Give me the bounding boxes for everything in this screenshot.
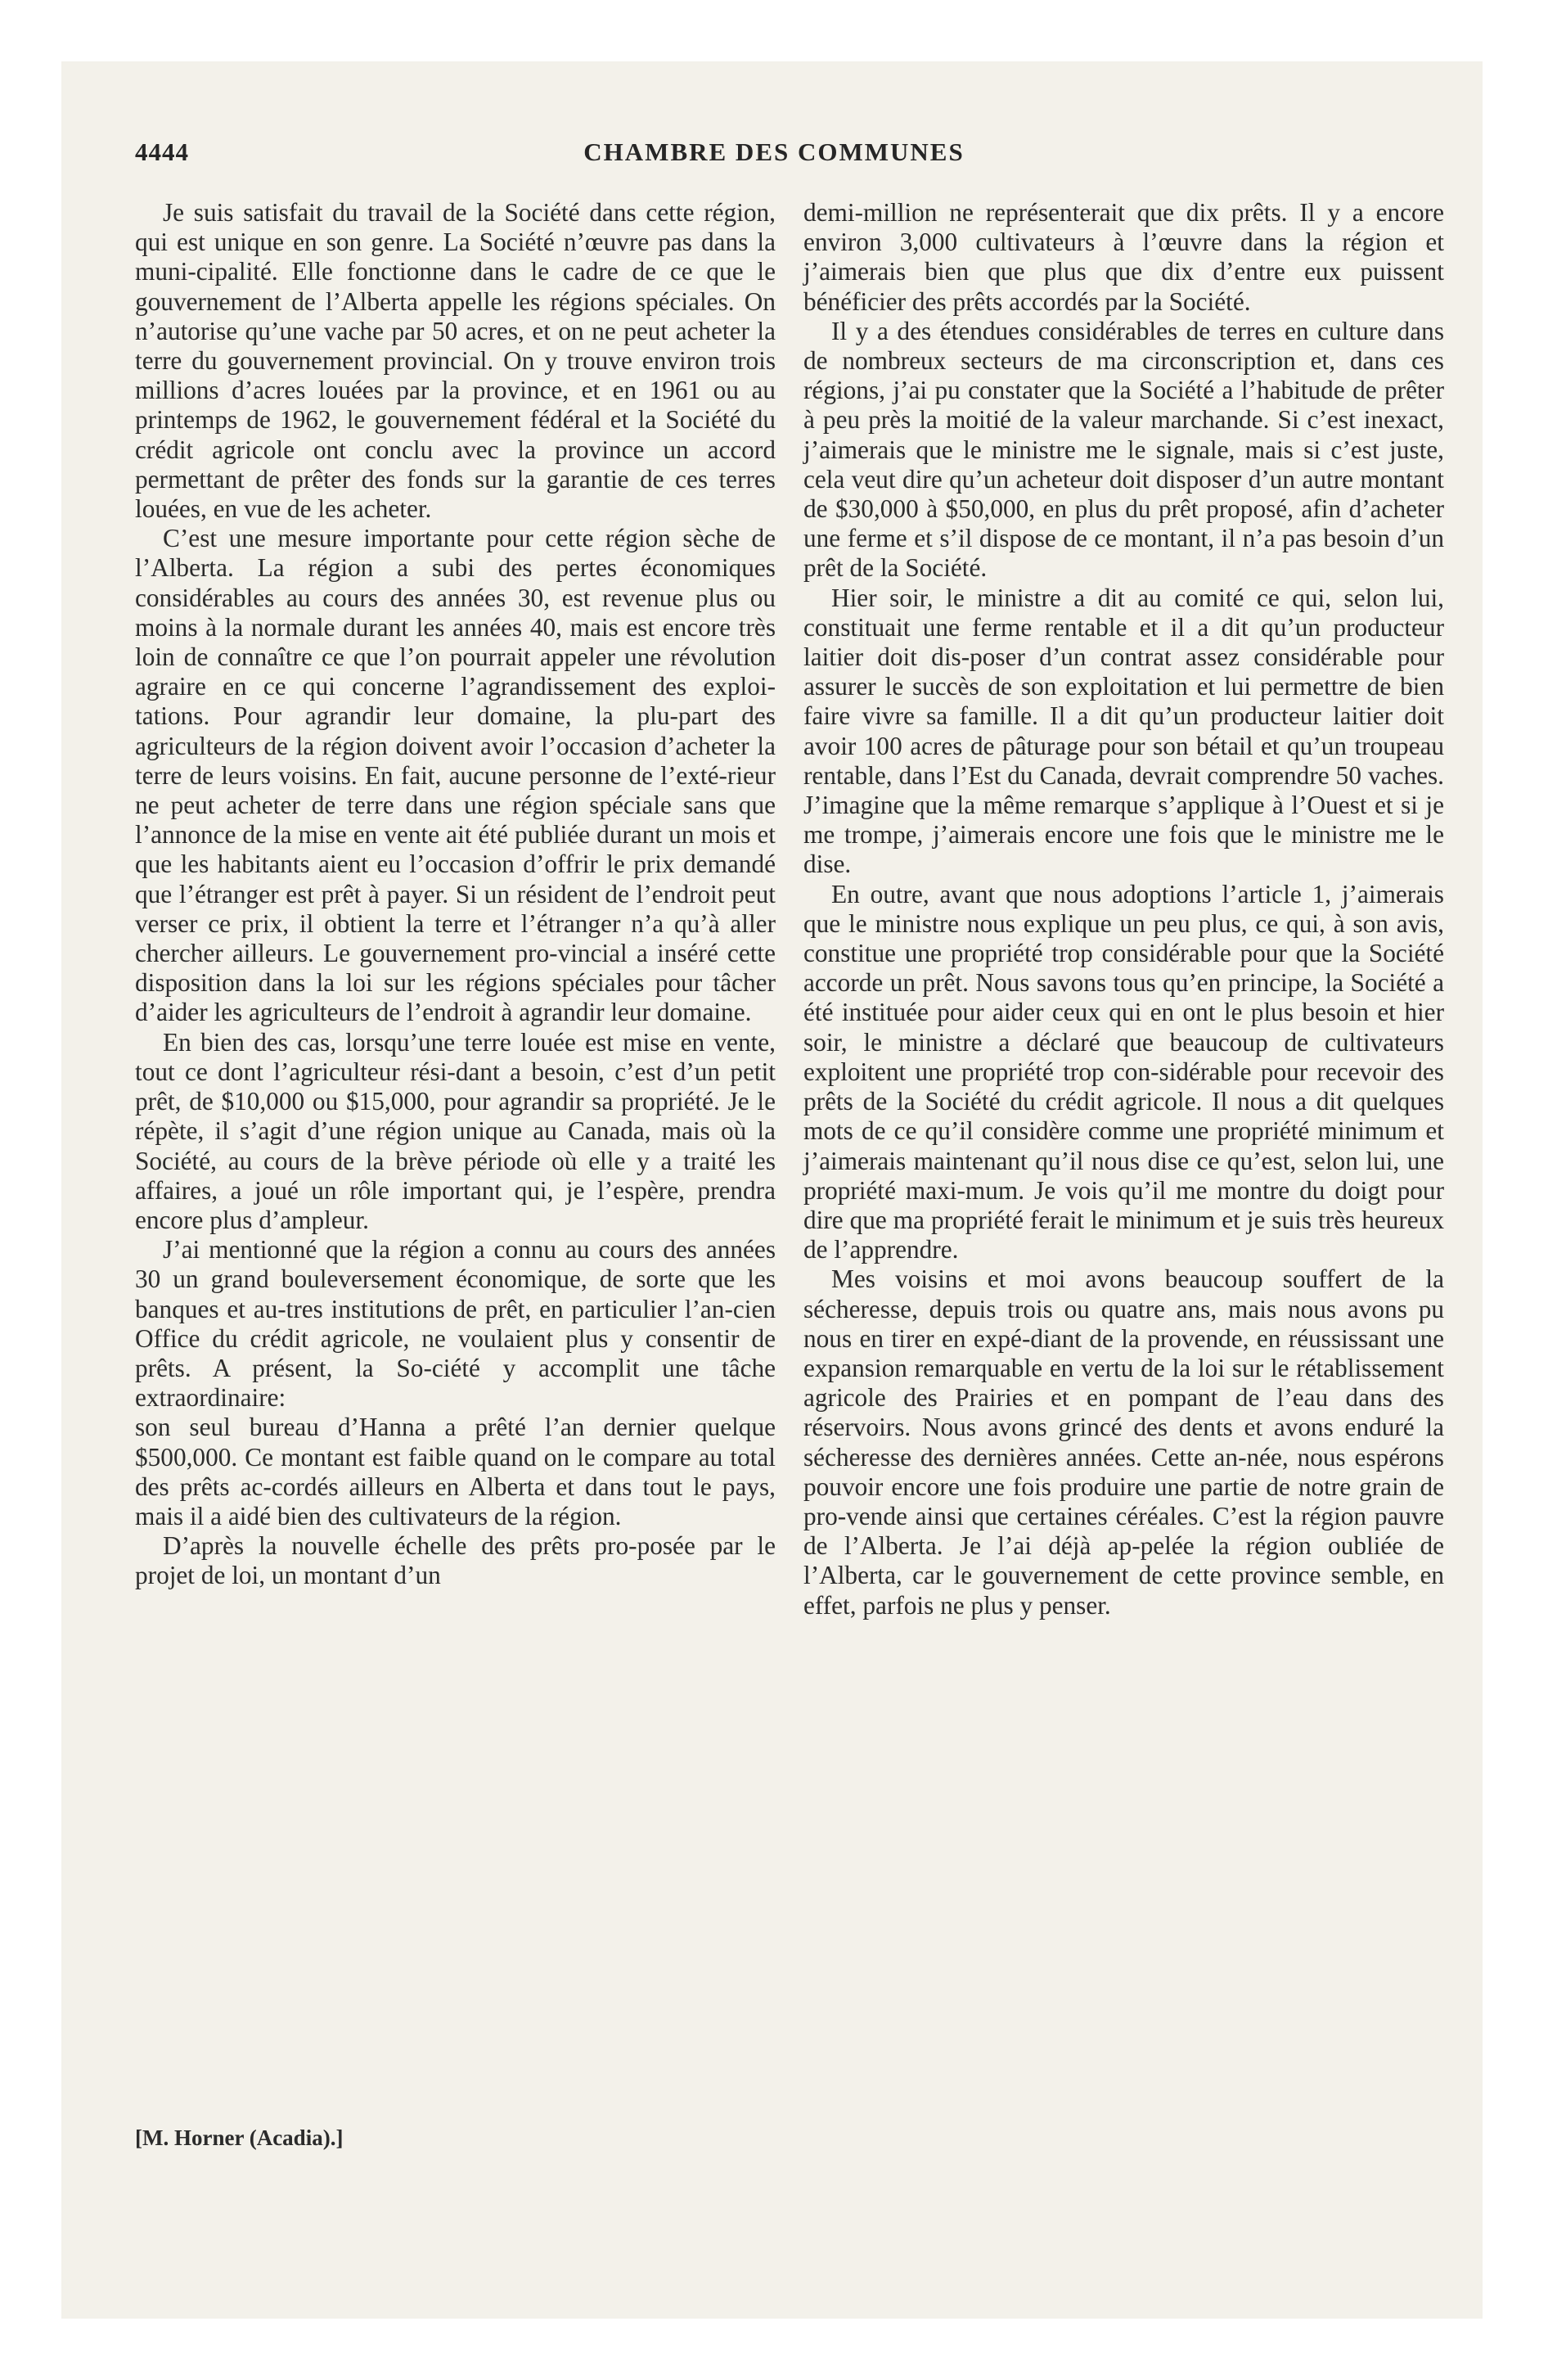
right-column	[803, 198, 1444, 1620]
left-column	[135, 198, 776, 1591]
left-paragraph-1: Je suis satisfait du travail de la Société dans cette région, qui est unique en son genre. La Société n’œuvre pas dans la muni-cipalité. Elle fonctionne dans le cadre de ce que le gouvernement de l’Alberta appelle les régions spéciales. On n’autorise qu’une vache par 50 acres, et on ne peut acheter la terre du gouvernement provincial. On y trouve environ trois millions d’acres louées par la province, et en 1961 ou au printemps de 1962, le gouvernement fédéral et la Société du crédit agricole ont conclu avec la province un accord permettant de prêter des fonds sur la garantie de ces terres louées, en vue de les acheter.	[135, 198, 776, 524]
right-paragraph-2: Il y a des étendues considérables de terres en culture dans de nombreux secteurs de ma circonscription et, dans ces régions, j’ai pu constater que la Société a l’habitude de prêter à peu près la moitié de la valeur marchande. Si c’est inexact, j’aimerais que le ministre me le signale, mais si c’est juste, cela veut dire qu’un acheteur doit disposer d’un autre montant de $30,000 à $50,000, en plus du prêt proposé, afin d’acheter une ferme et s’il dispose de ce montant, il n’a pas besoin d’un prêt de la Société.	[803, 316, 1444, 583]
left-paragraph-5: son seul bureau d’Hanna a prêté l’an dernier quelque $500,000. Ce montant est faible quand on le compare au total des prêts ac-cordés ailleurs en Alberta et dans tout le pays, mais il a aidé bien des cultivateurs de la région.	[135, 1413, 776, 1530]
left-paragraph-2: C’est une mesure importante pour cette région sèche de l’Alberta. La région a subi des pertes économiques considérables au cours des années 30, est revenue plus ou moins à la normale durant les années 40, mais est encore très loin de connaître ce que l’on pourrait appeler une révolution agraire en ce qui concerne l’agrandissement des exploi-tations. Pour agrandir leur domaine, la plu-part des agriculteurs de la région doivent avoir l’occasion d’acheter la terre de leurs voisins. En fait, aucune personne de l’exté-rieur ne peut acheter de terre dans une région spéciale sans que l’annonce de la mise en vente ait été publiée durant un mois et que les habitants aient eu l’occasion d’offrir le prix demandé que l’étranger est prêt à payer. Si un résident de l’endroit peut verser ce prix, il obtient la terre et l’étranger n’a qu’à aller chercher ailleurs. Le gouvernement pro-vincial a inséré cette disposition dans la loi sur les régions spéciales pour tâcher d’aider les agriculteurs de l’endroit à agrandir leur domaine.	[135, 524, 776, 1027]
left-paragraph-6: D’après la nouvelle échelle des prêts pro-posée par le projet de loi, un montant d’un	[135, 1531, 776, 1590]
right-paragraph-5: Mes voisins et moi avons beaucoup souffert de la sécheresse, depuis trois ou quatre ans, mais nous avons pu nous en tirer en expé-diant de la provende, en réussissant une expansion remarquable en vertu de la loi sur le rétablissement agricole des Prairies et en pompant de l’eau dans des réservoirs. Nous avons grincé des dents et avons enduré la sécheresse des dernières années. Cette an-née, nous espérons pouvoir encore une fois produire une partie de notre grain de pro-vende ainsi que certaines céréales. C’est la région pauvre de l’Alberta. Je l’ai déjà ap-pelée la région oubliée de l’Alberta, car le gouvernement de cette province semble, en effet, parfois ne plus y penser.	[803, 1264, 1444, 1620]
right-paragraph-3: Hier soir, le ministre a dit au comité ce qui, selon lui, constituait une ferme rentable et il a dit qu’un producteur laitier doit dis-poser d’un contrat assez considérable pour assurer le succès de son exploitation et lui permettre de bien faire vivre sa famille. Il a dit qu’un producteur laitier doit avoir 100 acres de pâturage pour son bétail et qu’un troupeau rentable, dans l’Est du Canada, devrait comprendre 50 vaches. J’imagine que la même remarque s’applique à l’Ouest et si je me trompe, j’aimerais encore une fois que le ministre me le dise.	[803, 583, 1444, 879]
left-paragraph-4: J’ai mentionné que la région a connu au cours des années 30 un grand bouleversement économique, de sorte que les banques et au-tres institutions de prêt, en particulier l’an-cien Office du crédit agricole, ne voulaient plus y consentir de prêts. A présent, la So-ciété y accomplit une tâche extraordinaire:	[135, 1235, 776, 1413]
page-number: 4444	[135, 137, 189, 166]
right-paragraph-1: demi-million ne représenterait que dix prêts. Il y a encore environ 3,000 cultivateurs à l’œuvre dans la région et j’aimerais bien que plus que dix d’entre eux puissent bénéficier des prêts accordés par la Société.	[803, 198, 1444, 316]
right-paragraph-4: En outre, avant que nous adoptions l’article 1, j’aimerais que le ministre nous explique un peu plus, ce qui, à son avis, constitue une propriété trop considérable pour que la Société accorde un prêt. Nous savons tous qu’en principe, la Société a été instituée pour aider ceux qui en ont le plus besoin et hier soir, le ministre a déclaré que beaucoup de cultivateurs exploitent une propriété trop con-sidérable pour recevoir des prêts de la Société du crédit agricole. Il nous a dit quelques mots de ce qu’il considère comme une propriété minimum et j’aimerais maintenant qu’il nous dise ce qu’est, selon lui, une propriété maxi-mum. Je vois qu’il me montre du doigt pour dire que ma propriété ferait le minimum et je suis très heureux de l’apprendre.	[803, 879, 1444, 1264]
speaker-attribution: [M. Horner (Acadia).]	[135, 2125, 344, 2150]
running-head: CHAMBRE DES COMMUNES	[583, 137, 965, 166]
left-paragraph-3: En bien des cas, lorsqu’une terre louée est mise en vente, tout ce dont l’agriculteur rési-dant a besoin, c’est d’un petit prêt, de $10,000 ou $15,000, pour agrandir sa propriété. Je le répète, il s’agit d’une région unique au Canada, mais où la Société, au cours de la brève période où elle y a traité les affaires, a joué un rôle important qui, je l’espère, prendra encore plus d’ampleur.	[135, 1027, 776, 1234]
